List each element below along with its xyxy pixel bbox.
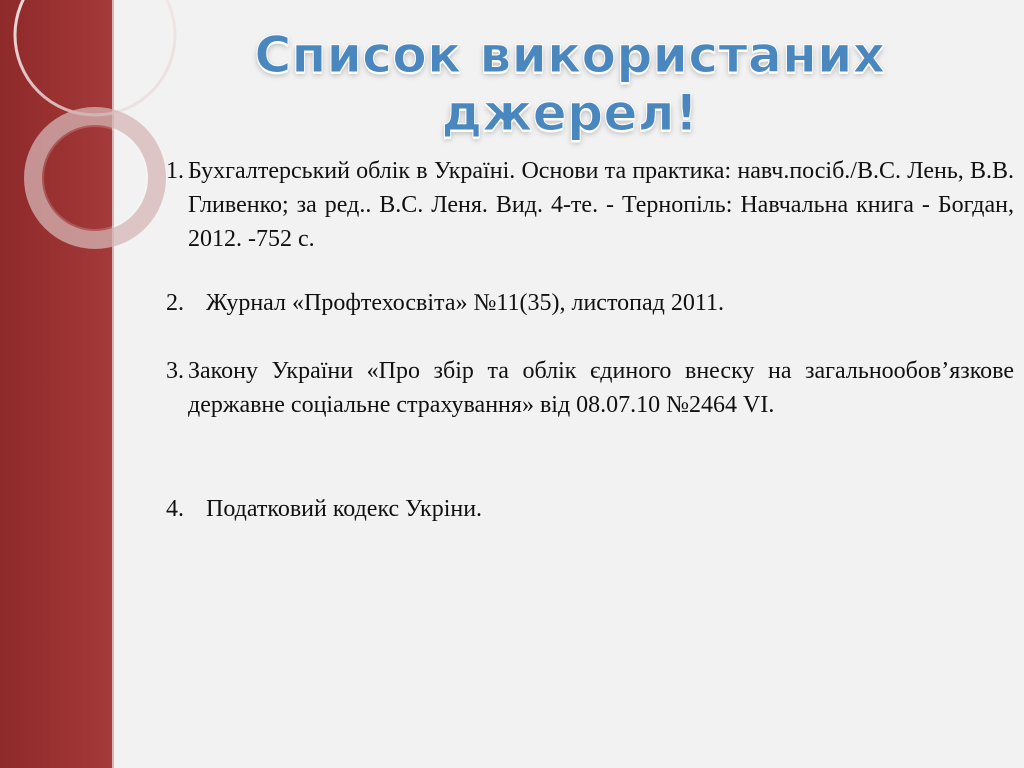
reference-item: [160, 354, 1014, 422]
reference-item: [160, 154, 1014, 256]
left-band-edge: [112, 0, 114, 768]
left-decorative-band: [0, 0, 112, 768]
references-list: [160, 146, 1014, 736]
slide-title: Список використаних джерел!: [254, 26, 886, 142]
reference-number: 3.: [166, 358, 184, 384]
reference-item: [160, 286, 1014, 320]
reference-number: 2.: [166, 290, 184, 316]
reference-text: Закону України «Про збір та облік єдиного внеску на загальнообов’язкове державне соціальне страхування» від 08.07.10 №2464 VI.: [188, 358, 1014, 418]
reference-number: 4.: [166, 496, 184, 522]
reference-item: [160, 492, 1014, 526]
reference-text: Бухгалтерський облік в Україні. Основи та практика: навч.посіб./В.С. Лень, В.В. Гливенко; за ред.. В.С. Леня. Вид. 4-те. - Тернопіль: Навчальна книга - Богдан, 2012. -752 с.: [188, 158, 1014, 252]
reference-text: Журнал «Профтехосвіта» №11(35), листопад 2011.: [206, 290, 724, 316]
reference-text: Податковий кодекс Укріни.: [206, 496, 483, 522]
reference-number: 1.: [166, 158, 184, 184]
